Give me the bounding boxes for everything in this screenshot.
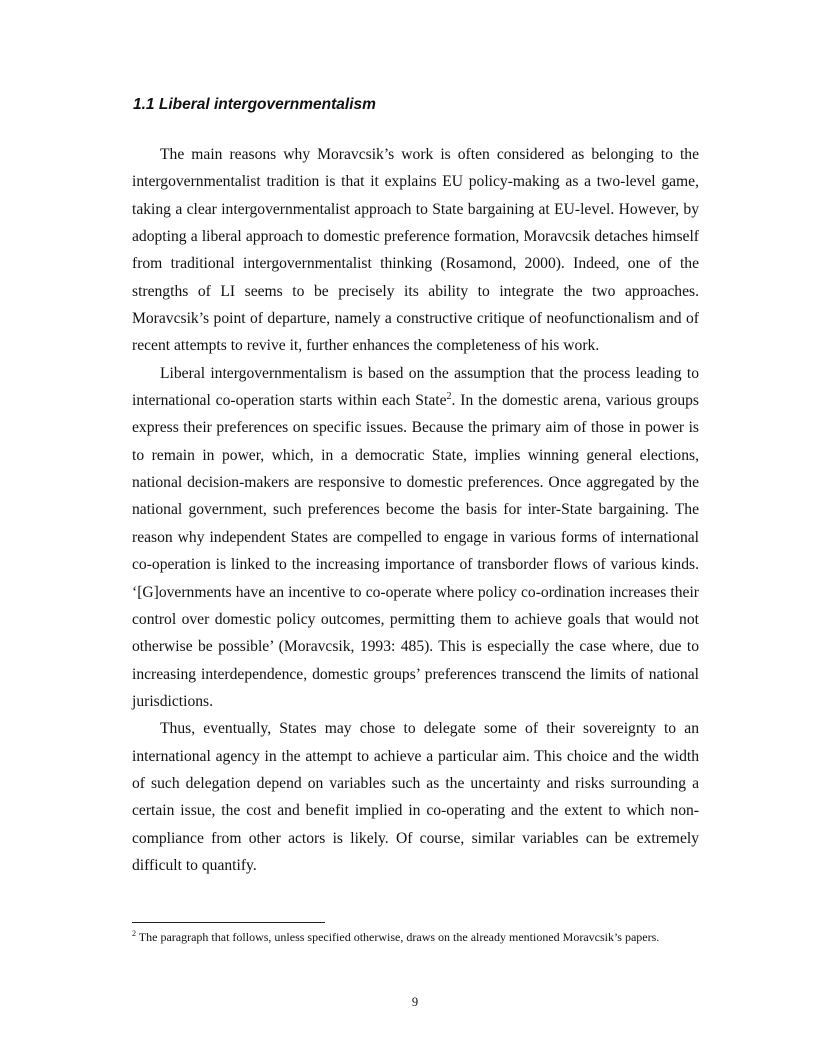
section-heading: 1.1 Liberal intergovernmentalism	[133, 96, 376, 113]
paragraph-2-text-start: Liberal intergovernmentalism is based on the assumption that the process leading to international co-operation starts within each State	[132, 364, 699, 410]
footnote-text: The paragraph that follows, unless specified otherwise, draws on the already mentioned Moravcsik’s papers.	[136, 930, 660, 944]
paragraph-2-text-end: . In the domestic arena, various groups express their preferences on specific issues. Because the primary aim of those in power is to remain in power, which, in a democratic State, implies winning general elections, national decision-makers are responsive to domestic preferences. Once aggregated by the national government, such preferences become the basis for inter-State bargaining. The reason why independent States are compelled to engage in various forms of international co-operation is linked to the increasing importance of transborder flows of various kinds. ‘[G]overnments have an incentive to co-operate where policy co-ordination increases their control over domestic policy outcomes, permitting them to achieve goals that would not otherwise be possible’ (Moravcsik, 1993: 485). This is especially the case where, due to increasing interdependence, domestic groups’ preferences transcend the limits of national jurisdictions.	[132, 392, 699, 710]
footnote-reference: 2	[446, 390, 452, 402]
paragraph-1: The main reasons why Moravcsik’s work is often considered as belonging to the intergovernmentalist tradition is that it explains EU policy-making as a two-level game, taking a clear intergovernmentalist approach to State bargaining at EU-level. However, by adopting a liberal approach to domestic preference formation, Moravcsik detaches himself from traditional intergovernmentalist thinking (Rosamond, 2000). Indeed, one of the strengths of LI seems to be precisely its ability to integrate the two approaches. Moravcsik’s point of departure, namely a constructive critique of neofunctionalism and of recent attempts to revive it, further enhances the completeness of his work.	[132, 146, 699, 355]
page-number: 9	[411, 995, 419, 1009]
footnote	[132, 929, 699, 945]
footnote-divider	[132, 922, 325, 923]
body-text	[132, 141, 699, 879]
paragraph-2	[132, 360, 699, 715]
paragraph-3: Thus, eventually, States may chose to delegate some of their sovereignty to an international agency in the attempt to achieve a particular aim. This choice and the width of such delegation depend on variables such as the uncertainty and risks surrounding a certain issue, the cost and benefit implied in co-operating and the extent to which non-compliance from other actors is likely. Of course, similar variables can be extremely difficult to quantify.	[132, 720, 699, 874]
footnote-mark: 2	[132, 929, 136, 938]
